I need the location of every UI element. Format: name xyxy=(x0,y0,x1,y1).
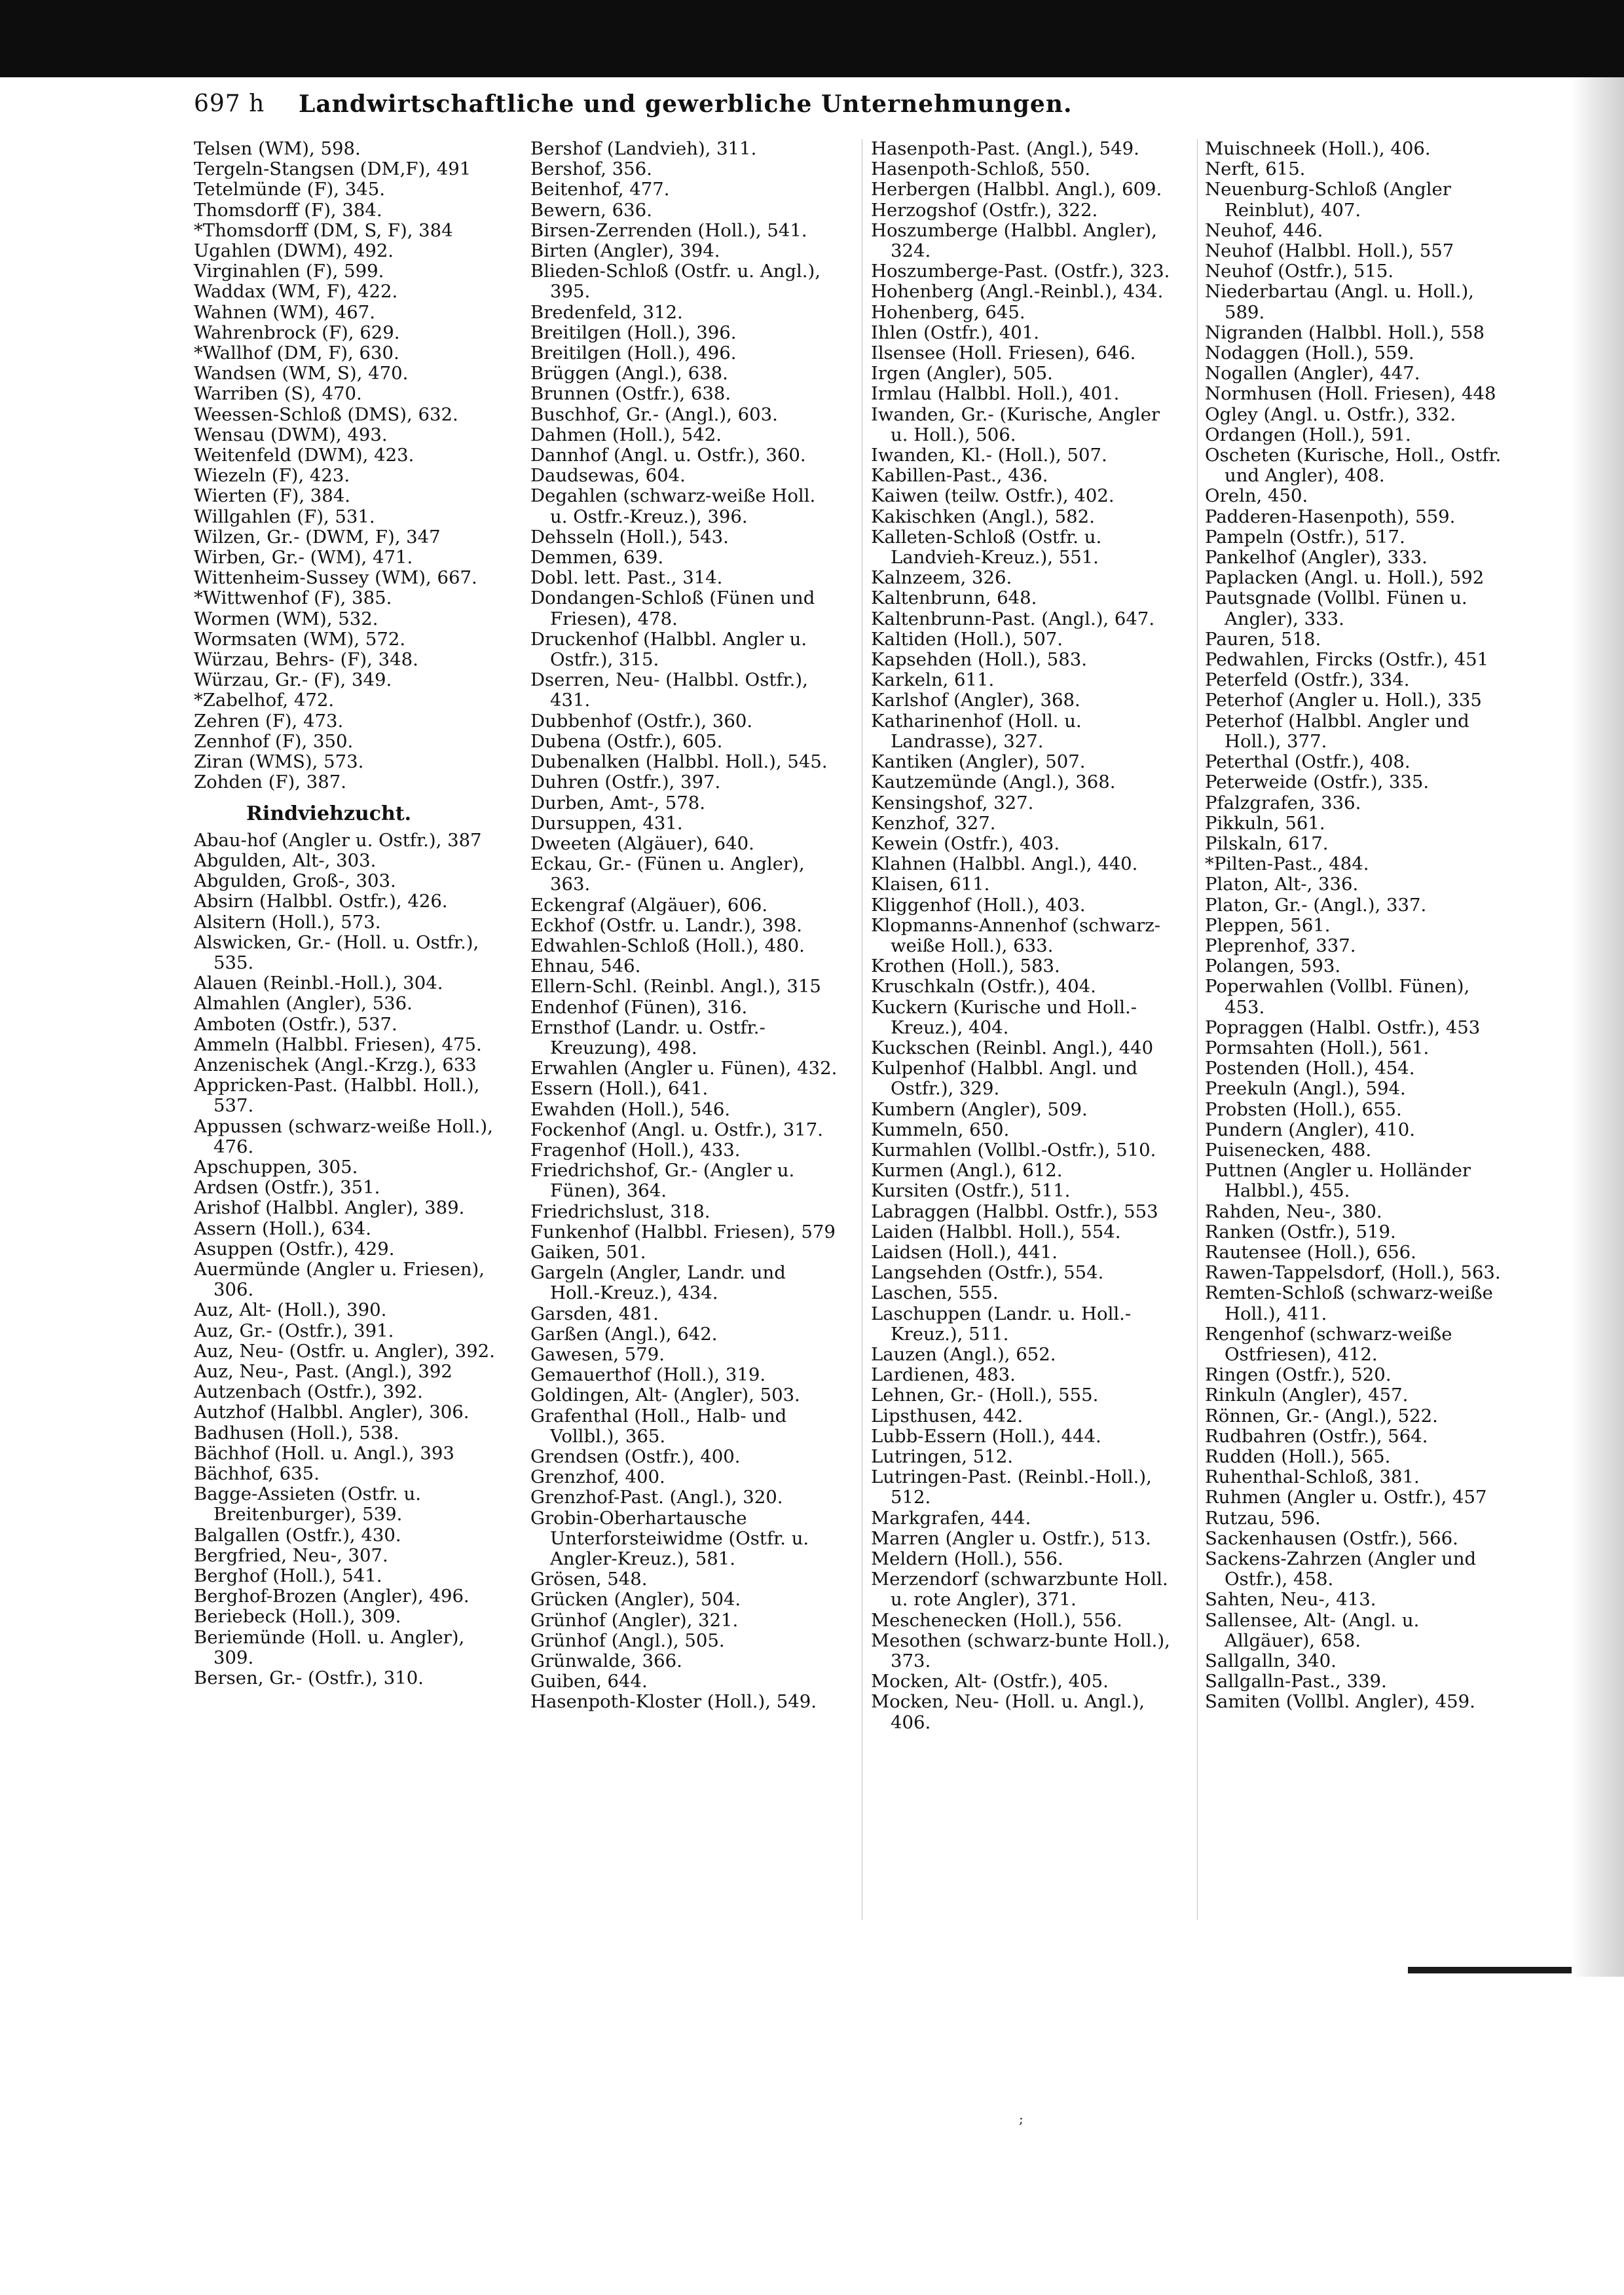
index-entry: Kummeln, 650. xyxy=(871,1119,1010,1140)
index-entry: Grücken (Angler), 504. xyxy=(530,1589,741,1611)
index-entry: Absirn (Halbbl. Ostfr.), 426. xyxy=(194,891,448,912)
index-entry: Pormsahten (Holl.), 561. xyxy=(1205,1037,1430,1058)
stray-mark: ; xyxy=(1019,2111,1024,2127)
index-entry: Dubena (Ostfr.), 605. xyxy=(530,730,723,752)
index-entry: Daudsewas, 604. xyxy=(530,465,686,487)
index-entry: Auermünde (Angler u. Friesen), 306. xyxy=(194,1258,485,1301)
index-entry: Grünhof (Angler), 321. xyxy=(530,1609,739,1631)
index-entry: Bächhof, 635. xyxy=(194,1463,320,1484)
index-entry: Kaltenbrunn-Past. (Angl.), 647. xyxy=(871,608,1155,629)
index-entry: Niederbartau (Angl. u. Holl.), 589. xyxy=(1205,281,1474,323)
index-entry: Poperwahlen (Vollbl. Fünen), 453. xyxy=(1205,976,1470,1018)
index-entry: Kliggenhof (Holl.), 403. xyxy=(871,894,1086,916)
index-entry: Grenzhof, 400. xyxy=(530,1466,665,1488)
index-entry: Buschhof, Gr.- (Angl.), 603. xyxy=(530,403,778,425)
index-entry: Samiten (Vollbl. Angler), 459. xyxy=(1205,1691,1475,1713)
index-entry: Lauzen (Angl.), 652. xyxy=(871,1343,1056,1365)
index-entry: Alsitern (Holl.), 573. xyxy=(194,911,381,933)
index-entry: Wilzen, Gr.- (DWM, F), 347 xyxy=(194,526,441,548)
index-entry: Dubenalken (Halbbl. Holl.), 545. xyxy=(530,751,828,773)
index-entry: Alauen (Reinbl.-Holl.), 304. xyxy=(194,973,443,994)
index-entry: Lubb-Essern (Holl.), 444. xyxy=(871,1425,1101,1447)
index-entry: Nigranden (Halbbl. Holl.), 558 xyxy=(1205,322,1485,343)
index-entry: Hasenpoth-Kloster (Holl.), 549. xyxy=(530,1691,817,1713)
index-entry: Klopmanns-Annenhof (schwarz-weiße Holl.), 633. xyxy=(871,914,1161,956)
index-entry: Kuckschen (Reinbl. Angl.), 440 xyxy=(871,1037,1154,1058)
index-entry: Dobl. lett. Past., 314. xyxy=(530,567,723,589)
index-entry: Pampeln (Ostfr.), 517. xyxy=(1205,526,1405,548)
index-entry: Ernsthof (Landr. u. Ostfr.-Kreuzung), 498. xyxy=(530,1017,766,1058)
page-title: Landwirtschaftliche und gewerbliche Unternehmungen. xyxy=(299,90,1073,118)
index-entry: Kautzemünde (Angl.), 368. xyxy=(871,772,1116,793)
index-entry: Dubbenhof (Ostfr.), 360. xyxy=(530,710,753,732)
index-entry: Sackens-Zahrzen (Angler und Ostfr.), 458. xyxy=(1205,1548,1477,1590)
index-entry: Zohden (F), 387. xyxy=(194,772,346,793)
index-entry: Laschen, 555. xyxy=(871,1282,999,1304)
index-entry: Bredenfeld, 312. xyxy=(530,301,683,323)
index-entry: Kruschkaln (Ostfr.), 404. xyxy=(871,976,1096,998)
index-entry: Laidsen (Holl.), 441. xyxy=(871,1241,1058,1263)
index-entry: Bagge-Assieten (Ostfr. u. Breitenburger), 539. xyxy=(194,1483,421,1525)
index-entry: Pankelhof (Angler), 333. xyxy=(1205,547,1428,569)
index-entry: Puttnen (Angler u. Holländer Halbbl.), 455. xyxy=(1205,1160,1471,1202)
index-entry: Tetelmünde (F), 345. xyxy=(194,179,385,200)
index-entry: Ranken (Ostfr.), 519. xyxy=(1205,1221,1396,1242)
index-entry: *Thomsdorff (DM, S, F), 384 xyxy=(194,219,453,241)
index-entry: Puisenecken, 488. xyxy=(1205,1139,1372,1161)
index-entry: Klahnen (Halbbl. Angl.), 440. xyxy=(871,853,1138,875)
index-entry: Würzau, Behrs- (F), 348. xyxy=(194,649,418,671)
index-entry: Auz, Neu-, Past. (Angl.), 392 xyxy=(194,1360,452,1382)
section-heading: Rindviehzucht. xyxy=(246,802,412,825)
index-entry: Durben, Amt-, 578. xyxy=(530,792,705,813)
index-entry: Ellern-Schl. (Reinbl. Angl.), 315 xyxy=(530,976,821,998)
index-entry: Demmen, 639. xyxy=(530,547,664,569)
index-entry: Kapsehden (Holl.), 583. xyxy=(871,649,1088,671)
index-entry: Wahnen (WM), 467. xyxy=(194,301,376,323)
scan-page-edge xyxy=(1572,77,1624,1977)
index-entry: Blieden-Schloß (Ostfr. u. Angl.), 395. xyxy=(530,261,821,303)
index-entry: Birten (Angler), 394. xyxy=(530,240,720,262)
index-entry: Breitilgen (Holl.), 396. xyxy=(530,322,737,343)
index-entry: Autzenbach (Ostfr.), 392. xyxy=(194,1381,423,1403)
index-entry: Garsden, 481. xyxy=(530,1303,659,1324)
index-entry: Kenzhof, 327. xyxy=(871,812,996,834)
index-entry: Neuhof (Ostfr.), 515. xyxy=(1205,261,1394,282)
index-entry: *Wittwenhof (F), 385. xyxy=(194,588,392,609)
index-entry: Laschuppen (Landr. u. Holl.-Kreuz.), 511. xyxy=(871,1303,1132,1345)
index-entry: Labraggen (Halbbl. Ostfr.), 553 xyxy=(871,1201,1158,1222)
index-entry: Polangen, 593. xyxy=(1205,956,1341,977)
index-entry: Alswicken, Gr.- (Holl. u. Ostfr.), 535. xyxy=(194,931,479,973)
index-entry: Irgen (Angler), 505. xyxy=(871,363,1053,384)
index-entry: Popraggen (Halbl. Ostfr.), 453 xyxy=(1205,1017,1481,1038)
index-entry: Rinkuln (Angler), 457. xyxy=(1205,1385,1409,1406)
index-entry: Ordangen (Holl.), 591. xyxy=(1205,424,1411,445)
column-1 xyxy=(194,139,502,1689)
index-entry: Pilskaln, 617. xyxy=(1205,832,1329,854)
index-entry: Preekuln (Angl.), 594. xyxy=(1205,1078,1406,1100)
index-entry: Sahten, Neu-, 413. xyxy=(1205,1589,1376,1611)
index-entry: Grösen, 548. xyxy=(530,1569,648,1590)
index-entry: Grafenthal (Holl., Halb- und Vollbl.), 365. xyxy=(530,1405,787,1447)
index-entry: Kuckern (Kurische und Holl.-Kreuz.), 404. xyxy=(871,996,1137,1038)
index-entry: Funkenhof (Halbbl. Friesen), 579 xyxy=(530,1221,836,1242)
index-entry: Würzau, Gr.- (F), 349. xyxy=(194,669,392,691)
index-entry: Ilsensee (Holl. Friesen), 646. xyxy=(871,343,1136,364)
index-entry: Rönnen, Gr.- (Angl.), 522. xyxy=(1205,1405,1438,1427)
index-entry: Telsen (WM), 598. xyxy=(194,138,361,159)
index-entry: Kensingshof, 327. xyxy=(871,792,1034,813)
index-entry: Gemauerthof (Holl.), 319. xyxy=(530,1364,766,1386)
index-entry: Pikkuln, 561. xyxy=(1205,812,1325,834)
index-entry: Peterhof (Angler u. Holl.), 335 xyxy=(1205,690,1482,711)
index-entry: Nogallen (Angler), 447. xyxy=(1205,363,1420,384)
index-entry: Ewahden (Holl.), 546. xyxy=(530,1098,731,1120)
index-entry: Pfalzgrafen, 336. xyxy=(1205,792,1361,813)
index-entry: Kalnzeem, 326. xyxy=(871,567,1012,589)
index-entry: Anzenischek (Angl.-Krzg.), 633 xyxy=(194,1054,477,1075)
column-1-entries xyxy=(194,139,502,793)
index-entry: Rengenhof (schwarz-weiße Ostfriesen), 412. xyxy=(1205,1323,1452,1365)
index-entry: Thomsdorff (F), 384. xyxy=(194,199,382,221)
index-entry: Ammeln (Halbbl. Friesen), 475. xyxy=(194,1034,482,1055)
index-entry: Muischneek (Holl.), 406. xyxy=(1205,138,1431,159)
index-entry: Ardsen (Ostfr.), 351. xyxy=(194,1177,380,1199)
index-entry: Platon, Alt-, 336. xyxy=(1205,874,1359,895)
index-entry: Apschuppen, 305. xyxy=(194,1156,358,1178)
index-entry: Dserren, Neu- (Halbbl. Ostfr.), 431. xyxy=(530,669,808,711)
index-entry: Remten-Schloß (schwarz-weiße Holl.), 411. xyxy=(1205,1282,1493,1324)
index-entry: Bächhof (Holl. u. Angl.), 393 xyxy=(194,1442,454,1464)
index-entry: Wiezeln (F), 423. xyxy=(194,465,350,487)
index-entry: *Pilten-Past., 484. xyxy=(1205,853,1369,875)
index-entry: Kalleten-Schloß (Ostfr. u. Landvieh-Kreuz.), 551. xyxy=(871,526,1102,569)
index-entry: Rudden (Holl.), 565. xyxy=(1205,1446,1391,1467)
index-entry: Garßen (Angl.), 642. xyxy=(530,1323,718,1345)
index-entry: Marren (Angler u. Ostfr.), 513. xyxy=(871,1527,1151,1549)
index-entry: Breitilgen (Holl.), 496. xyxy=(530,343,737,364)
index-entry: Fockenhof (Angl. u. Ostfr.), 317. xyxy=(530,1119,823,1140)
index-entry: Badhusen (Holl.), 538. xyxy=(194,1422,399,1444)
index-entry: Ruhenthal-Schloß, 381. xyxy=(1205,1466,1420,1488)
page-header xyxy=(194,90,1497,122)
index-entry: Guiben, 644. xyxy=(530,1671,648,1692)
index-entry: Virginahlen (F), 599. xyxy=(194,261,384,282)
index-entry: Appussen (schwarz-weiße Holl.), 476. xyxy=(194,1115,493,1157)
index-entry: Neuhof, 446. xyxy=(1205,219,1323,241)
index-entry: Arishof (Halbbl. Angler), 389. xyxy=(194,1197,465,1219)
index-entry: Brunnen (Ostfr.), 638. xyxy=(530,383,731,405)
index-entry: Beriebeck (Holl.), 309. xyxy=(194,1606,401,1628)
index-entry: Lipsthusen, 442. xyxy=(871,1405,1024,1427)
index-entry: Kursiten (Ostfr.), 511. xyxy=(871,1180,1071,1202)
index-entry: Peterweide (Ostfr.), 335. xyxy=(1205,772,1430,793)
index-entry: Hoszumberge-Past. (Ostfr.), 323. xyxy=(871,261,1170,282)
index-entry: Beitenhof, 477. xyxy=(530,179,670,200)
index-entry: Markgrafen, 444. xyxy=(871,1507,1031,1529)
index-entry: Kantiken (Angler), 507. xyxy=(871,751,1086,773)
index-entry: Auz, Alt- (Holl.), 390. xyxy=(194,1299,387,1321)
index-entry: Hoszumberge (Halbbl. Angler), 324. xyxy=(871,219,1157,262)
index-entry: Ehnau, 546. xyxy=(530,956,641,977)
index-entry: Birsen-Zerrenden (Holl.), 541. xyxy=(530,219,807,241)
index-entry: Assern (Holl.), 634. xyxy=(194,1218,371,1239)
index-entry: Kulpenhof (Halbbl. Angl. und Ostfr.), 329. xyxy=(871,1058,1138,1100)
index-entry: Neuhof (Halbbl. Holl.), 557 xyxy=(1205,240,1454,262)
index-entry: Dondangen-Schloß (Fünen und Friesen), 478. xyxy=(530,588,815,629)
index-entry: Iwanden, Gr.- (Kurische, Angler u. Holl.), 506. xyxy=(871,403,1160,445)
column-3 xyxy=(871,139,1179,1733)
index-entry: Pleprenhof, 337. xyxy=(1205,935,1356,956)
index-entry: Kaiwen (teilw. Ostfr.), 402. xyxy=(871,485,1115,507)
index-entry: Rautensee (Holl.), 656. xyxy=(1205,1241,1416,1263)
index-entry: Rawen-Tappelsdorf, (Holl.), 563. xyxy=(1205,1262,1501,1284)
index-entry: Zehren (F), 473. xyxy=(194,710,344,732)
index-entry: Pautsgnade (Vollbl. Fünen u. Angler), 333. xyxy=(1205,588,1467,629)
index-entry: Mocken, Alt- (Ostfr.), 405. xyxy=(871,1671,1109,1692)
index-entry: Kurmen (Angl.), 612. xyxy=(871,1160,1063,1182)
index-entry: Druckenhof (Halbbl. Angler u. Ostfr.), 315. xyxy=(530,628,807,671)
index-entry: Friedrichslust, 318. xyxy=(530,1201,710,1222)
index-entry: Wierten (F), 384. xyxy=(194,485,351,507)
index-entry: Rudbahren (Ostfr.), 564. xyxy=(1205,1425,1428,1447)
index-entry: Grünwalde, 366. xyxy=(530,1651,682,1672)
index-entry: Autzhof (Halbbl. Angler), 306. xyxy=(194,1402,470,1423)
scan-top-band xyxy=(0,0,1624,77)
column-4 xyxy=(1205,139,1513,1713)
index-entry: Normhusen (Holl. Friesen), 448 xyxy=(1205,383,1496,405)
index-entry: Karkeln, 611. xyxy=(871,669,995,691)
index-entry: Weessen-Schloß (DMS), 632. xyxy=(194,403,458,425)
index-entry: Herzogshof (Ostfr.), 322. xyxy=(871,199,1098,221)
index-entry: Ringen (Ostfr.), 520. xyxy=(1205,1364,1392,1386)
index-entry: Abgulden, Groß-, 303. xyxy=(194,870,396,892)
index-entry: Peterfeld (Ostfr.), 334. xyxy=(1205,669,1410,691)
index-entry: Appricken-Past. (Halbbl. Holl.), 537. xyxy=(194,1075,480,1117)
index-entry: Peterhof (Halbbl. Angler und Holl.), 377. xyxy=(1205,710,1469,752)
index-entry: Wirben, Gr.- (WM), 471. xyxy=(194,547,413,569)
index-entry: Katharinenhof (Holl. u. Landrasse), 327. xyxy=(871,710,1082,752)
index-entry: Brüggen (Angl.), 638. xyxy=(530,363,728,384)
index-entry: Dehsseln (Holl.), 543. xyxy=(530,526,729,548)
index-entry: Mesothen (schwarz-bunte Holl.), 373. xyxy=(871,1630,1170,1672)
index-entry: Kaltiden (Holl.), 507. xyxy=(871,628,1063,650)
index-entry: Laiden (Halbbl. Holl.), 554. xyxy=(871,1221,1121,1242)
index-entry: Nerft, 615. xyxy=(1205,159,1306,180)
index-entry: Sallensee, Alt- (Angl. u. Allgäuer), 658. xyxy=(1205,1609,1420,1651)
index-entry: Oscheten (Kurische, Holl., Ostfr. und Angler), 408. xyxy=(1205,445,1502,487)
index-entry: Rutzau, 596. xyxy=(1205,1507,1321,1529)
index-entry: Eckau, Gr.- (Fünen u. Angler), 363. xyxy=(530,853,805,895)
index-entry: Auz, Neu- (Ostfr. u. Angler), 392. xyxy=(194,1340,495,1362)
index-entry: Zennhof (F), 350. xyxy=(194,730,354,752)
index-entry: Kurmahlen (Vollbl.-Ostfr.), 510. xyxy=(871,1139,1156,1161)
index-entry: Lutringen-Past. (Reinbl.-Holl.), 512. xyxy=(871,1466,1152,1508)
index-entry: Wormen (WM), 532. xyxy=(194,608,378,629)
index-entry: Balgallen (Ostfr.), 430. xyxy=(194,1524,401,1546)
index-entry: Gargeln (Angler, Landr. und Holl.-Kreuz.), 434. xyxy=(530,1262,786,1304)
index-entry: Berghof (Holl.), 541. xyxy=(194,1565,382,1587)
index-entry: Kewein (Ostfr.), 403. xyxy=(871,832,1060,854)
index-entry: Duhren (Ostfr.), 397. xyxy=(530,772,721,793)
index-entry: Ihlen (Ostfr.), 401. xyxy=(871,322,1040,343)
index-entry: Ziran (WMS), 573. xyxy=(194,751,364,773)
index-entry: Meldern (Holl.), 556. xyxy=(871,1548,1063,1570)
index-entry: Wahrenbrock (F), 629. xyxy=(194,322,400,343)
index-entry: Klaisen, 611. xyxy=(871,874,990,895)
index-entry: Grendsen (Ostfr.), 400. xyxy=(530,1446,741,1467)
index-entry: Warriben (S), 470. xyxy=(194,383,362,405)
index-entry: Neuenburg-Schloß (Angler Reinblut), 407. xyxy=(1205,179,1451,221)
index-entry: Lutringen, 512. xyxy=(871,1446,1013,1467)
index-entry: Karlshof (Angler), 368. xyxy=(871,690,1080,711)
index-entry: Ugahlen (DWM), 492. xyxy=(194,240,394,262)
index-entry: Herbergen (Halbbl. Angl.), 609. xyxy=(871,179,1162,200)
index-entry: Gaiken, 501. xyxy=(530,1241,646,1263)
index-entry: Erwahlen (Angler u. Fünen), 432. xyxy=(530,1058,838,1079)
index-entry: Langsehden (Ostfr.), 554. xyxy=(871,1262,1104,1284)
index-entry: Grobin-Oberhartausche Unterforsteiwidme (Ostfr. u. Angler-Kreuz.), 581. xyxy=(530,1507,809,1570)
index-entry: Pedwahlen, Fircks (Ostfr.), 451 xyxy=(1205,649,1489,671)
index-entry: Beriemünde (Holl. u. Angler), 309. xyxy=(194,1626,465,1668)
index-entry: *Wallhof (DM, F), 630. xyxy=(194,343,399,364)
index-entry: Dweeten (Algäuer), 640. xyxy=(530,832,754,854)
index-entry: Hasenpoth-Schloß, 550. xyxy=(871,159,1091,180)
index-entry: Mocken, Neu- (Holl. u. Angl.), 406. xyxy=(871,1691,1145,1733)
index-entry: Dursuppen, 431. xyxy=(530,812,683,834)
index-entry: Lardienen, 483. xyxy=(871,1364,1016,1386)
index-entry: Merzendorf (schwarzbunte Holl. u. rote Angler), 371. xyxy=(871,1569,1168,1611)
index-entry: Bersen, Gr.- (Ostfr.), 310. xyxy=(194,1668,424,1689)
index-entry: Dannhof (Angl. u. Ostfr.), 360. xyxy=(530,445,806,466)
index-entry: Abau-hof (Angler u. Ostfr.), 387 xyxy=(194,829,482,851)
index-entry: Kumbern (Angler), 509. xyxy=(871,1098,1088,1120)
column-2 xyxy=(530,139,838,1713)
index-entry: Berghof-Brozen (Angler), 496. xyxy=(194,1586,470,1607)
column-divider xyxy=(1197,139,1198,1920)
index-entry: Endenhof (Fünen), 316. xyxy=(530,996,748,1018)
index-entry: Hohenberg, 645. xyxy=(871,301,1025,323)
index-entry: Krothen (Holl.), 583. xyxy=(871,956,1060,977)
index-entry: Oreln, 450. xyxy=(1205,485,1308,507)
index-entry: Paplacken (Angl. u. Holl.), 592 xyxy=(1205,567,1485,589)
index-entry: Almahlen (Angler), 536. xyxy=(194,993,413,1015)
index-entry: Fragenhof (Holl.), 433. xyxy=(530,1139,741,1161)
index-entry: Bershof (Landvieh), 311. xyxy=(530,138,757,159)
index-entry: Wandsen (WM, S), 470. xyxy=(194,363,409,384)
index-entry: Auz, Gr.- (Ostfr.), 391. xyxy=(194,1320,394,1341)
index-entry: Padderen-Hasenpoth), 559. xyxy=(1205,506,1456,527)
index-entry: Hasenpoth-Past. (Angl.), 549. xyxy=(871,138,1139,159)
index-entry: Edwahlen-Schloß (Holl.), 480. xyxy=(530,935,805,956)
index-entry: Bergfried, Neu-, 307. xyxy=(194,1544,388,1566)
index-entry: Iwanden, Kl.- (Holl.), 507. xyxy=(871,445,1107,466)
index-entry: Pleppen, 561. xyxy=(1205,914,1331,936)
index-entry: Eckengraf (Algäuer), 606. xyxy=(530,894,768,916)
index-entry: Kakischken (Angl.), 582. xyxy=(871,506,1095,527)
index-entry: Sallgalln, 340. xyxy=(1205,1651,1337,1672)
index-entry: Goldingen, Alt- (Angler), 503. xyxy=(530,1385,800,1406)
scan-rule xyxy=(1408,1967,1572,1973)
index-entry: Tergeln-Stangsen (DM,F), 491 xyxy=(194,159,471,180)
index-entry: Lehnen, Gr.- (Holl.), 555. xyxy=(871,1385,1099,1406)
index-entry: Hohenberg (Angl.-Reinbl.), 434. xyxy=(871,281,1164,303)
index-entry: Meschenecken (Holl.), 556. xyxy=(871,1609,1122,1631)
index-entry: Sallgalln-Past., 339. xyxy=(1205,1671,1387,1692)
index-entry: Postenden (Holl.), 454. xyxy=(1205,1058,1415,1079)
index-entry: Rahden, Neu-, 380. xyxy=(1205,1201,1382,1222)
index-entry: Platon, Gr.- (Angl.), 337. xyxy=(1205,894,1427,916)
index-entry: Dahmen (Holl.), 542. xyxy=(530,424,722,445)
index-entry: Gawesen, 579. xyxy=(530,1343,665,1365)
index-entry: Eckhof (Ostfr. u. Landr.), 398. xyxy=(530,914,803,936)
index-entry: Essern (Holl.), 641. xyxy=(530,1078,709,1100)
index-entry: Amboten (Ostfr.), 537. xyxy=(194,1013,397,1035)
index-entry: Abgulden, Alt-, 303. xyxy=(194,849,377,871)
index-entry: Bershof, 356. xyxy=(530,159,652,180)
index-entry: Irmlau (Halbbl. Holl.), 401. xyxy=(871,383,1120,405)
page-number: 697 h xyxy=(194,90,265,117)
index-entry: Waddax (WM, F), 422. xyxy=(194,281,398,303)
index-entry: Kaltenbrunn, 648. xyxy=(871,588,1037,609)
index-entry: Bewern, 636. xyxy=(530,199,652,221)
index-entry: Grünhof (Angl.), 505. xyxy=(530,1630,725,1651)
index-entry: Friedrichshof, Gr.- (Angler u. Fünen), 364. xyxy=(530,1160,795,1202)
index-entry: Degahlen (schwarz-weiße Holl. u. Ostfr.-Kreuz.), 396. xyxy=(530,485,816,527)
index-entry: Pundern (Angler), 410. xyxy=(1205,1119,1415,1140)
index-entry: Wormsaten (WM), 572. xyxy=(194,628,406,650)
index-entry: Kabillen-Past., 436. xyxy=(871,465,1048,487)
index-entry: Nodaggen (Holl.), 559. xyxy=(1205,343,1414,364)
index-entry: Weitenfeld (DWM), 423. xyxy=(194,445,415,466)
index-entry: Sackenhausen (Ostfr.), 566. xyxy=(1205,1527,1458,1549)
index-entry: *Zabelhof, 472. xyxy=(194,690,335,711)
index-entry: Wittenheim-Sussey (WM), 667. xyxy=(194,567,477,589)
column-1-rindviehzucht-entries xyxy=(194,830,502,1689)
index-entry: Grenzhof-Past. (Angl.), 320. xyxy=(530,1487,783,1508)
index-entry: Ruhmen (Angler u. Ostfr.), 457 xyxy=(1205,1487,1487,1508)
index-entry: Probsten (Holl.), 655. xyxy=(1205,1098,1402,1120)
index-entry: Pauren, 518. xyxy=(1205,628,1321,650)
index-entry: Willgahlen (F), 531. xyxy=(194,506,375,527)
index-entry: Wensau (DWM), 493. xyxy=(194,424,388,445)
index-entry: Asuppen (Ostfr.), 429. xyxy=(194,1238,395,1259)
index-entry: Ogley (Angl. u. Ostfr.), 332. xyxy=(1205,403,1456,425)
index-entry: Peterthal (Ostfr.), 408. xyxy=(1205,751,1411,773)
